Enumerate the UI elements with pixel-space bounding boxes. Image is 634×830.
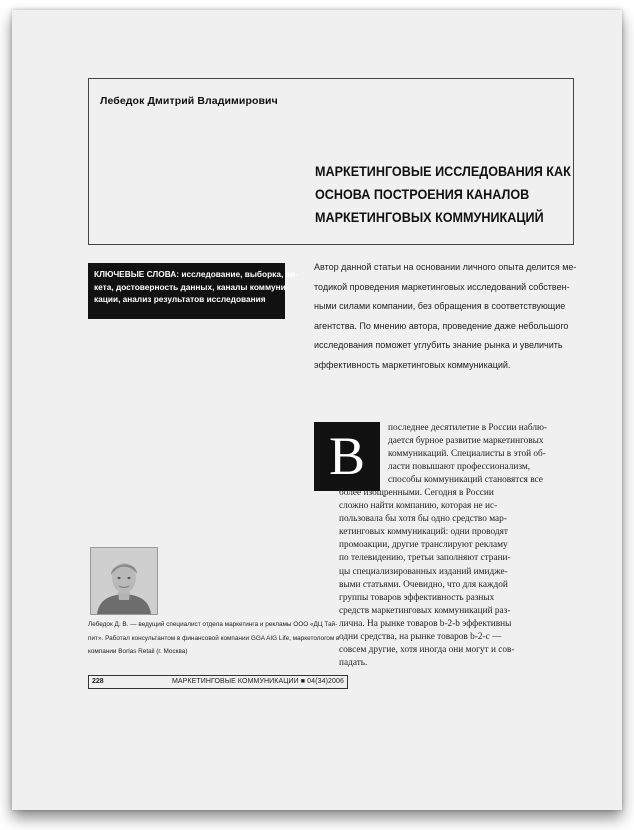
title-line: МАРКЕТИНГОВЫЕ ИССЛЕДОВАНИЯ КАК xyxy=(315,163,571,179)
abstract-line: ными силами компании, без обращения в соответствующие xyxy=(314,301,566,311)
body-text-top xyxy=(388,422,576,487)
body-line: по телевидению, третьи заполняют страни- xyxy=(339,553,511,564)
abstract-line: Автор данной статьи на основании личного опыта делится ме- xyxy=(314,262,577,272)
abstract-line: исследования поможет углубить знание рынка и увеличить xyxy=(314,340,563,350)
journal-page xyxy=(12,10,622,810)
body-line: сложно найти компанию, которая не ис- xyxy=(339,501,498,512)
body-text-main xyxy=(339,487,576,670)
page-number: 228 xyxy=(92,678,104,685)
body-line: лична. На рынке товаров b-2-b эффективны xyxy=(339,618,512,629)
keywords-line: кации, анализ результатов исследования xyxy=(94,294,266,304)
article-header-box xyxy=(88,78,574,245)
body-line: ласти повышают профессионализм, xyxy=(388,462,531,473)
title-line: ОСНОВА ПОСТРОЕНИЯ КАНАЛОВ xyxy=(315,186,530,202)
body-line: средств маркетинговых коммуникаций раз- xyxy=(339,605,511,616)
author-photo xyxy=(90,547,158,615)
body-line: дается бурное развитие маркетинговых xyxy=(388,436,544,447)
article-title xyxy=(315,160,571,229)
body-line: более изощренными. Сегодня в России xyxy=(339,488,494,498)
bio-line: пит». Работал консультантом в финансовой компании GGA AIG Life, маркетологом в xyxy=(88,634,340,642)
author-name: Лебедок Дмитрий Владимирович xyxy=(100,95,278,107)
body-line: кетинговых коммуникаций: одни проводят xyxy=(339,527,508,538)
keywords-box xyxy=(88,263,298,319)
drop-cap: В xyxy=(314,422,380,491)
body-line: коммуникаций. Специалисты в этой об- xyxy=(388,449,546,460)
body-line: выми статьями. Очевидно, что для каждой xyxy=(339,579,508,590)
abstract-line: тодикой проведения маркетинговых исследований собствен- xyxy=(314,281,570,292)
body-line: последнее десятилетие в России наблю- xyxy=(388,423,548,433)
body-line: совсем другие, хотя иногда они могут и сов- xyxy=(339,645,515,656)
article-abstract xyxy=(314,258,576,375)
body-line: цы специализированных изданий имидже- xyxy=(339,566,508,577)
author-bio xyxy=(88,618,348,659)
body-line: группы товаров эффективность разных xyxy=(339,592,495,603)
bio-line: компании Borlas Retail (г. Москва) xyxy=(88,648,188,656)
abstract-line: эффективность маркетинговых коммуникаций. xyxy=(314,359,511,370)
journal-issue: МАРКЕТИНГОВЫЕ КОММУНИКАЦИИ ■ 04(34)2006 xyxy=(171,678,344,685)
keywords-line: кета, достоверность данных, каналы коммуни- xyxy=(94,281,289,292)
author-portrait-icon xyxy=(91,548,157,614)
body-line: одни средства, на рынке товаров b-2-c — xyxy=(339,632,502,643)
body-line: падать. xyxy=(339,658,368,669)
bio-line: Лебедок Д. В. — ведущий специалист отдела маркетинга и рекламы ООО «ДЦ Тай- xyxy=(88,621,338,628)
body-line: пользовала бы хотя бы одно средство мар- xyxy=(339,514,507,525)
abstract-line: агентства. По мнению автора, проведение даже небольшого xyxy=(314,320,569,331)
title-line: МАРКЕТИНГОВЫХ КОММУНИКАЦИЙ xyxy=(315,209,544,225)
page-footer xyxy=(88,675,348,689)
body-line: промоакции, другие транслируют рекламу xyxy=(339,540,508,551)
keywords-line: КЛЮЧЕВЫЕ СЛОВА: исследование, выборка, ан- xyxy=(94,269,298,279)
body-line: способы коммуникаций становятся все xyxy=(388,475,543,486)
